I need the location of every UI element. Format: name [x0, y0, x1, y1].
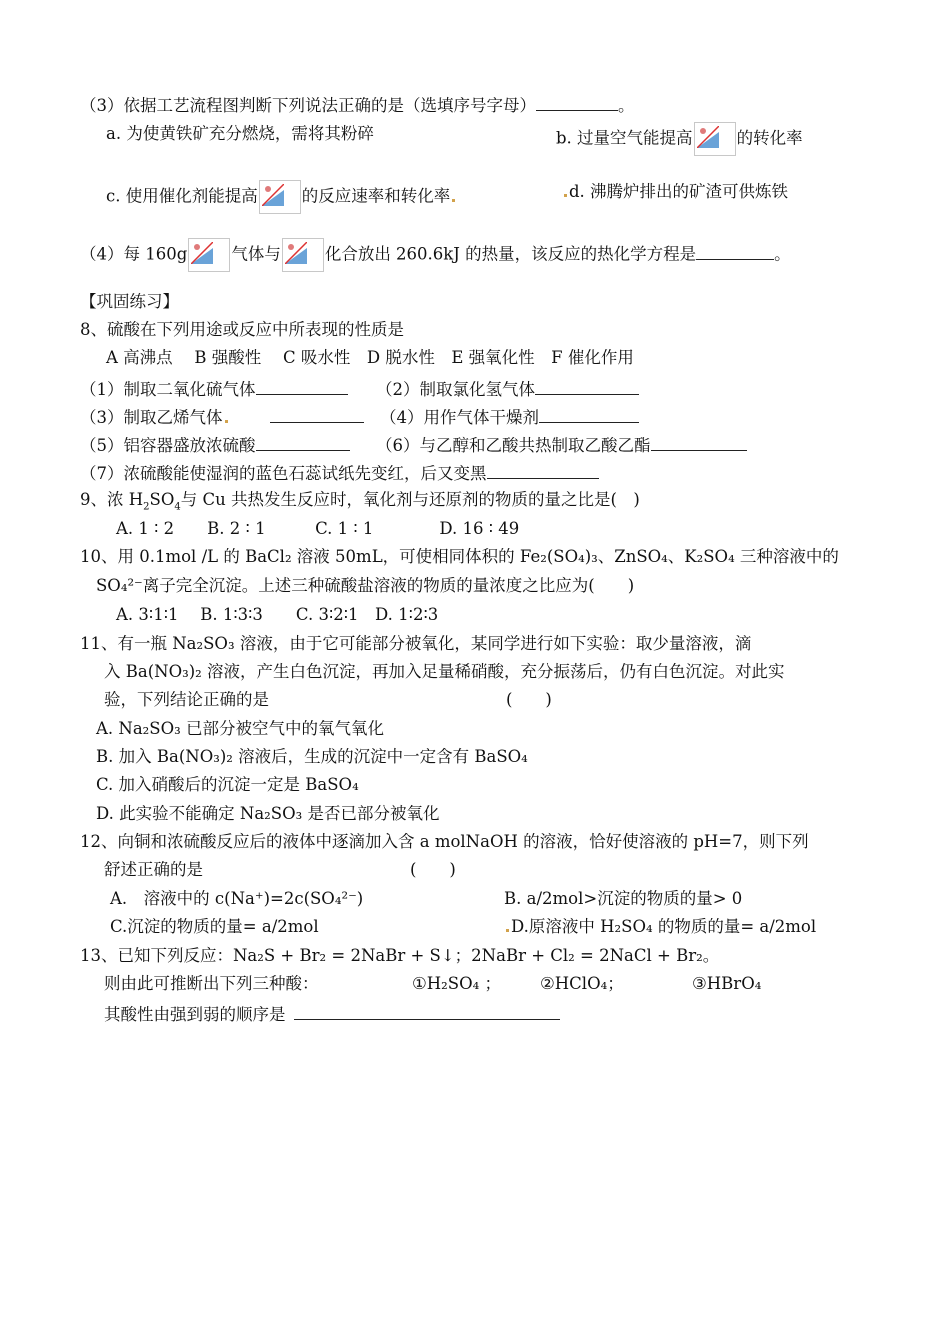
- answer-blank[interactable]: [539, 404, 639, 423]
- q12-option-b: B. a/2mol>沉淀的物质的量> 0: [504, 889, 743, 908]
- answer-blank[interactable]: [487, 460, 599, 479]
- answer-blank[interactable]: [535, 376, 639, 395]
- q3-option-a: a. 为使黄铁矿充分燃烧，需将其粉碎: [106, 124, 374, 143]
- q12-option-d: D.原溶液中 H₂SO₄ 的物质的量= a/2mol: [504, 915, 816, 939]
- q12-option-a: A. 溶液中的 c(Na⁺)=2c(SO₄²⁻): [110, 889, 364, 908]
- q11-line-2: 入 Ba(NO₃)₂ 溶液，产生白色沉淀，再加入足量稀硝酸，充分振荡后，仍有白色沉淀。对此实: [104, 662, 785, 681]
- q3-option-d: d. 沸腾炉排出的矿渣可供炼铁: [562, 180, 788, 204]
- q10-line-2: SO₄²⁻离子完全沉淀。上述三种硫酸盐溶液的物质的量浓度之比应为( ): [96, 576, 635, 595]
- answer-blank[interactable]: [256, 376, 348, 395]
- answer-blank[interactable]: [294, 1001, 560, 1020]
- q10-line-1: 10、用 0.1mol /L 的 BaCl₂ 溶液 50mL，可使相同体积的 Fe₂(SO₄)₃、ZnSO₄、K₂SO₄ 三种溶液中的: [80, 547, 839, 566]
- broken-image-icon: [282, 238, 324, 272]
- broken-image-icon: [694, 122, 736, 156]
- q13-acid-2: ②HClO₄；: [540, 974, 624, 993]
- q12-line-2: 舒述正确的是: [104, 860, 203, 879]
- q11-answer-paren[interactable]: ( ): [506, 690, 552, 709]
- answer-blank[interactable]: [536, 92, 618, 111]
- q3-option-b: b. 过量空气能提高 的转化率: [556, 122, 803, 156]
- answer-blank[interactable]: [696, 241, 774, 260]
- q12-answer-paren[interactable]: ( ): [410, 860, 456, 879]
- q4-stem: （4）每 160g 气体与 化合放出 260.6kJ 的热量，该反应的热化学方程是 。: [80, 238, 791, 272]
- q11-option-d: D. 此实验不能确定 Na₂SO₃ 是否已部分被氧化: [96, 804, 440, 823]
- section-title: 【巩固练习】: [80, 292, 179, 311]
- q12-option-c: C.沉淀的物质的量= a/2mol: [110, 917, 319, 936]
- q8-item-2: （2）制取氯化氢气体: [376, 376, 639, 402]
- broken-image-icon: [188, 238, 230, 272]
- q10-options: A. 3∶1∶1 B. 1∶3∶3 C. 3∶2∶1 D. 1∶2∶3: [116, 605, 439, 624]
- q13-acid-3: ③HBrO₄: [692, 974, 762, 993]
- q13-line-3: 其酸性由强到弱的顺序是: [104, 1001, 560, 1027]
- q8-item-1: （1）制取二氧化硫气体: [80, 376, 348, 402]
- mark-dot: [506, 929, 509, 932]
- q8-options: A 高沸点 B 强酸性 C 吸水性 D 脱水性 E 强氧化性 F 催化作用: [106, 348, 634, 367]
- broken-image-icon: [259, 180, 301, 214]
- q9-stem: 9、浓 $H_2SO_4$与 Cu 共热发生反应时，氧化剂与还原剂的物质的量之比是( ): [80, 490, 640, 513]
- q11-option-b: B. 加入 Ba(NO₃)₂ 溶液后，生成的沉淀中一定含有 BaSO₄: [96, 747, 528, 766]
- q8-stem: 8、硫酸在下列用途或反应中所表现的性质是: [80, 320, 404, 339]
- q13-line-2: 则由此可推断出下列三种酸：: [104, 974, 319, 993]
- mark-dot: [225, 420, 228, 423]
- q11-option-a: A. Na₂SO₃ 已部分被空气中的氧气氧化: [96, 719, 384, 738]
- q11-option-c: C. 加入硝酸后的沉淀一定是 BaSO₄: [96, 775, 359, 794]
- answer-blank[interactable]: [270, 404, 364, 423]
- answer-blank[interactable]: [651, 432, 747, 451]
- q3-option-c: c. 使用催化剂能提高 的反应速率和转化率: [106, 180, 457, 214]
- answer-blank[interactable]: [256, 432, 350, 451]
- mark-dot: [564, 194, 567, 197]
- q8-item-3: （3）制取乙烯气体: [80, 404, 364, 430]
- q13-line-1: 13、已知下列反应：Na₂S + Br₂ = 2NaBr + S↓；2NaBr + Cl₂ = 2NaCl + Br₂。: [80, 946, 720, 965]
- q3-stem: （3）依据工艺流程图判断下列说法正确的是（选填序号字母） 。: [80, 92, 635, 118]
- q11-line-1: 11、有一瓶 Na₂SO₃ 溶液，由于它可能部分被氧化，某同学进行如下实验：取少量溶液，滴: [80, 634, 752, 653]
- q8-item-4: （4）用作气体干燥剂: [380, 404, 639, 430]
- q11-line-3: 验，下列结论正确的是: [104, 690, 269, 709]
- q13-acid-1: ①H₂SO₄ ；: [412, 974, 501, 993]
- q9-options: A. 1 ∶ 2 B. 2 ∶ 1 C. 1 ∶ 1 D. 16 ∶ 49: [116, 519, 520, 538]
- q8-item-5: （5）铝容器盛放浓硫酸: [80, 432, 350, 458]
- q8-item-6: （6）与乙醇和乙酸共热制取乙酸乙酯: [376, 432, 747, 458]
- q8-item-7: （7）浓硫酸能使湿润的蓝色石蕊试纸先变红，后又变黑: [80, 460, 599, 486]
- mark-dot: [452, 199, 455, 202]
- q12-line-1: 12、向铜和浓硫酸反应后的液体中逐滴加入含 a molNaOH 的溶液，恰好使溶液的 pH=7，则下列: [80, 832, 809, 851]
